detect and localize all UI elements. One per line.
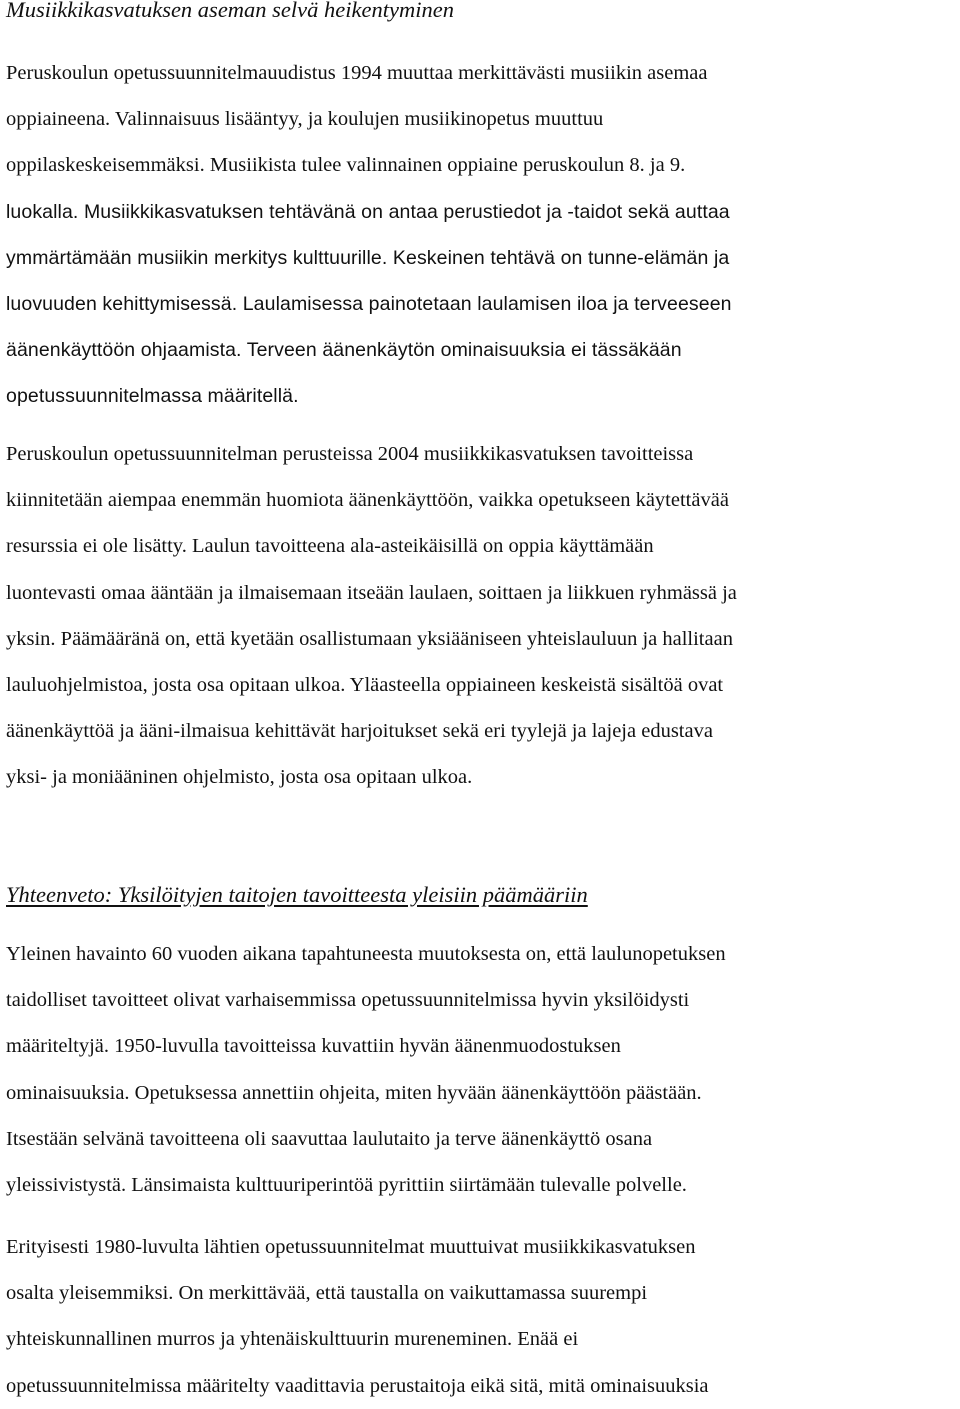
paragraph-4-line-1: Erityisesti 1980-luvulta lähtien opetussuunnitelmat muuttuivat musiikkikasvatuksen bbox=[6, 1236, 696, 1258]
paragraph-2 bbox=[6, 431, 960, 801]
paragraph-1-line-1: Peruskoulun opetussuunnitelmauudistus 1994 muuttaa merkittävästi musiikin asemaa bbox=[6, 62, 708, 84]
paragraph-3-line-5: Itsestään selvänä tavoitteena oli saavuttaa laulutaito ja terve äänenkäyttö osana bbox=[6, 1127, 653, 1150]
paragraph-1-line-8: opetussuunnitelmassa määritellä. bbox=[6, 385, 299, 408]
paragraph-1-line-6 bbox=[6, 281, 960, 327]
paragraph-2-line-2: kiinnitetään aiempaa enemmän huomiota äänenkäyttöön, vaikka opetukseen käytettävää bbox=[6, 489, 729, 512]
paragraph-2-line-8: yksi- ja moniääninen ohjelmisto, josta osa opitaan ulkoa. bbox=[6, 766, 473, 789]
paragraph-2-line-4: luontevasti omaa ääntään ja ilmaisemaan itseään laulaen, soittaen ja liikkuen ryhmässä ja bbox=[6, 581, 737, 604]
paragraph-2-line-7: äänenkäyttöä ja ääni-ilmaisua kehittävät harjoitukset sekä eri tyylejä ja lajeja edustava bbox=[6, 720, 713, 743]
paragraph-1-line-6-start: luovuuden kehittymisessä. bbox=[6, 292, 238, 315]
paragraph-4-line-3: yhteiskunnallinen murros ja yhtenäiskulttuurin mureneminen. Enää ei bbox=[6, 1328, 579, 1351]
paragraph-3-line-4: ominaisuuksia. Opetuksessa annettiin ohjeita, miten hyvään äänenkäyttöön päästään. bbox=[6, 1081, 702, 1104]
paragraph-1-line-3: oppilaskeskeisemmäksi. Musiikista tulee valinnainen oppiaine peruskoulun 8. ja 9. bbox=[6, 154, 686, 177]
paragraph-2-line-6: lauluohjelmistoa, josta osa opitaan ulkoa. Yläasteella oppiaineen keskeistä sisältöä ovat bbox=[6, 673, 724, 696]
paragraph-1-line-4-start: luokalla. bbox=[6, 200, 84, 223]
paragraph-1-line-7 bbox=[6, 327, 960, 373]
paragraph-1-line-7-end: Terveen äänenkäytön ominaisuuksia ei tässäkään bbox=[241, 339, 682, 362]
paragraph-3-line-6: yleissivistystä. Länsimaista kulttuuriperintöä pyrittiin siirtämään tulevalle polvelle. bbox=[6, 1173, 687, 1196]
paragraph-1-line-5-start: ymmärtämään musiikin merkitys kulttuurille. bbox=[6, 246, 388, 269]
paragraph-3 bbox=[6, 931, 960, 1208]
paragraph-1-line-2: oppiaineena. Valinnaisuus lisääntyy, ja koulujen musiikinopetus muuttuu bbox=[6, 108, 604, 131]
paragraph-1-line-5 bbox=[6, 235, 960, 281]
paragraph-2-line-1: Peruskoulun opetussuunnitelman perusteissa 2004 musiikkikasvatuksen tavoitteissa bbox=[6, 443, 694, 465]
paragraph-4-line-2: osalta yleisemmiksi. On merkittävää, että taustalla on vaikuttamassa suurempi bbox=[6, 1282, 648, 1305]
paragraph-3-line-3: määriteltyjä. 1950-luvulla tavoitteissa kuvattiin hyvän äänenmuodostuksen bbox=[6, 1035, 621, 1058]
paragraph-1-line-4-end: Musiikkikasvatuksen tehtävänä on antaa perustiedot ja -taidot sekä auttaa bbox=[83, 200, 730, 223]
paragraph-1 bbox=[6, 50, 960, 420]
paragraph-1-line-7-start: äänenkäyttöön ohjaamista. bbox=[6, 339, 242, 362]
paragraph-4 bbox=[6, 1224, 960, 1409]
section-heading-2: Yhteenveto: Yksilöityjen taitojen tavoitteesta yleisiin päämääriin bbox=[6, 882, 588, 907]
paragraph-3-line-2: taidolliset tavoitteet olivat varhaisemmissa opetussuunnitelmissa hyvin yksilöidysti bbox=[6, 989, 690, 1012]
paragraph-1-line-4 bbox=[6, 189, 960, 235]
section-heading-1: Musiikkikasvatuksen aseman selvä heikentyminen bbox=[6, 0, 454, 22]
paragraph-2-line-5: yksin. Päämääränä on, että kyetään osallistumaan yksiääniseen yhteislauluun ja hallitaan bbox=[6, 627, 733, 650]
paragraph-2-line-3: resurssia ei ole lisätty. Laulun tavoitteena ala-asteikäisillä on oppia käyttämään bbox=[6, 535, 654, 558]
paragraph-4-line-4: opetussuunnitelmissa määritelty vaadittavia perustaitoja eikä sitä, mitä ominaisuuksia bbox=[6, 1374, 709, 1397]
paragraph-1-line-6-end: Laulamisessa painotetaan laulamisen iloa ja terveeseen bbox=[237, 292, 732, 315]
paragraph-1-line-5-end: Keskeinen tehtävä on tunne-elämän ja bbox=[387, 246, 730, 269]
paragraph-3-line-1: Yleinen havainto 60 vuoden aikana tapahtuneesta muutoksesta on, että laulunopetuksen bbox=[6, 943, 726, 965]
